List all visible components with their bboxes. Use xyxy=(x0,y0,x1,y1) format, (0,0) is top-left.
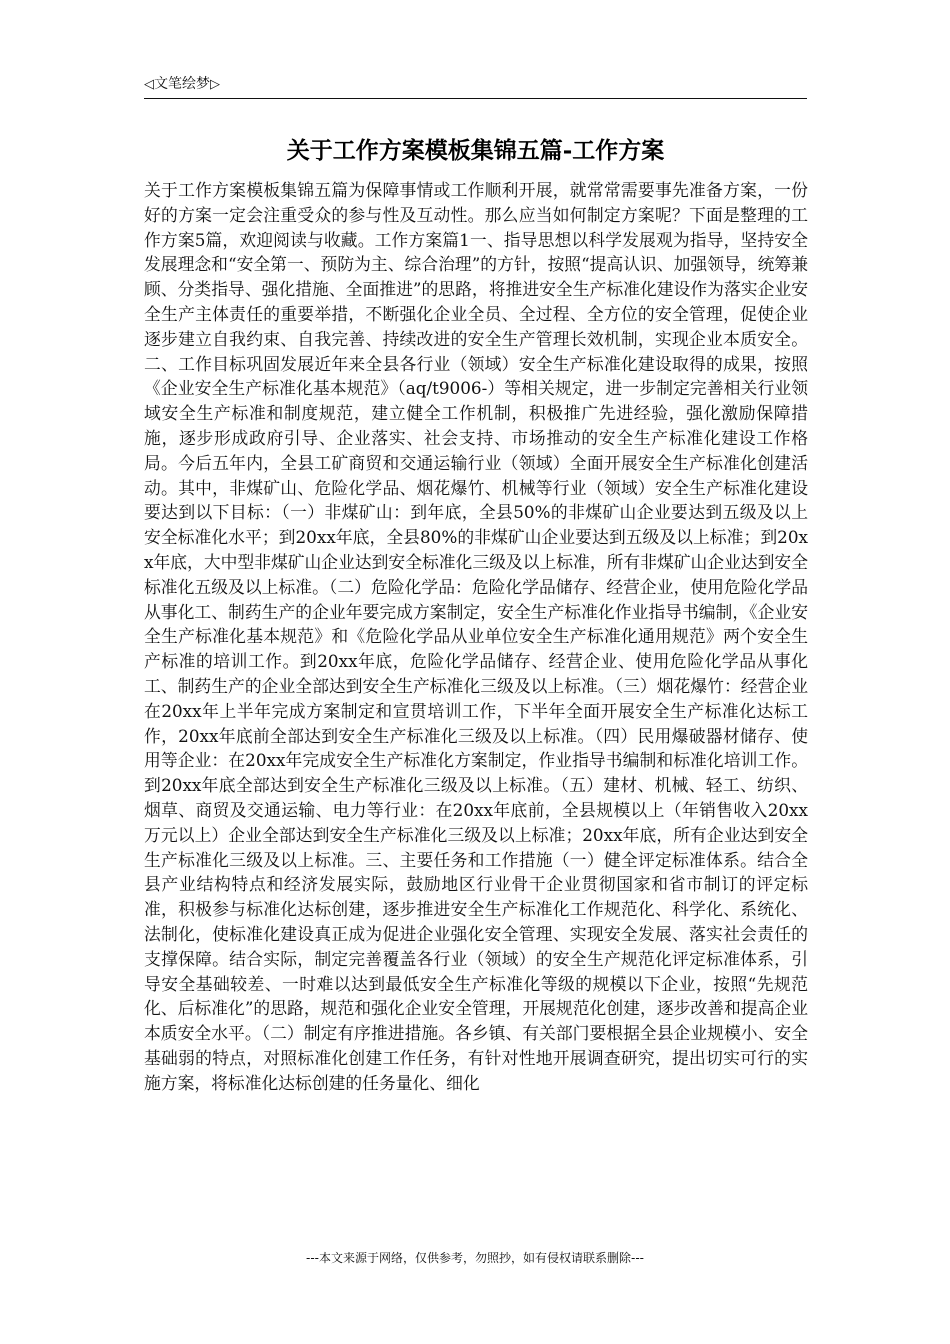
right-triangle-icon: ▷ xyxy=(210,77,220,92)
brand-name: 文笔绘梦 xyxy=(154,76,210,92)
footer-notice: ---本文来源于网络，仅供参考，勿照抄，如有侵权请联系删除--- xyxy=(306,1251,644,1265)
document-body: 关于工作方案模板集锦五篇为保障事情或工作顺利开展，就常常需要事先准备方案，一份好的方案一定会注重受众的参与性及互动性。那么应当如何制定方案呢？下面是整理的工作方案5篇，欢迎阅读与收藏。工作方案篇1一、指导思想以科学发展观为指导，坚持安全发展理念和“安全第一、预防为主、综合治理”的方针，按照“提高认识、加强领导，统筹兼顾、分类指导、强化措施、全面推进”的思路，将推进安全生产标准化建设作为落实企业安全生产主体责任的重要举措，不断强化企业全员、全过程、全方位的安全管理，促使企业逐步建立自我约束、自我完善、持续改进的安全生产管理长效机制，实现企业本质安全。二、工作目标巩固发展近年来全县各行业（领域）安全生产标准化建设取得的成果，按照《企业安全生产标准化基本规范》（aq/t9006-）等相关规定，进一步制定完善相关行业领域安全生产标准和制度规范，建立健全工作机制，积极推广先进经验，强化激励保障措施，逐步形成政府引导、企业落实、社会支持、市场推动的安全生产标准化建设工作格局。今后五年内，全县工矿商贸和交通运输行业（领域）全面开展安全生产标准化创建活动。其中，非煤矿山、危险化学品、烟花爆竹、机械等行业（领域）安全生产标准化建设要达到以下目标：（一）非煤矿山：到年底，全县50%的非煤矿山企业要达到五级及以上安全标准化水平；到20xx年底，全县80%的非煤矿山企业要达到五级及以上标准；到20xx年底，大中型非煤矿山企业达到安全标准化三级及以上标准，所有非煤矿山企业达到安全标准化五级及以上标准。（二）危险化学品：危险化学品储存、经营企业，使用危险化学品从事化工、制药生产的企业年要完成方案制定，安全生产标准化作业指导书编制，《企业安全生产标准化基本规范》和《危险化学品从业单位安全生产标准化通用规范》两个安全生产标准的培训工作。到20xx年底，危险化学品储存、经营企业、使用危险化学品从事化工、制药生产的企业全部达到安全生产标准化三级及以上标准。（三）烟花爆竹：经营企业在20xx年上半年完成方案制定和宣贯培训工作，下半年全面开展安全生产标准化达标工作，20xx年底前全部达到安全生产标准化三级及以上标准。（四）民用爆破器材储存、使用等企业：在20xx年完成安全生产标准化方案制定，作业指导书编制和标准化培训工作。到20xx年底全部达到安全生产标准化三级及以上标准。（五）建材、机械、轻工、纺织、烟草、商贸及交通运输、电力等行业：在20xx年底前，全县规模以上（年销售收入20xx万元以上）企业全部达到安全生产标准化三级及以上标准；20xx年底，所有企业达到安全生产标准化三级及以上标准。三、主要任务和工作措施（一）健全评定标准体系。结合全县产业结构特点和经济发展实际，鼓励地区行业骨干企业贯彻国家和省市制订的评定标准，积极参与标准化达标创建，逐步推进安全生产标准化工作规范化、科学化、系统化、法制化，使标准化建设真正成为促进企业强化安全管理、实现安全发展、落实社会责任的支撑保障。结合实际，制定完善覆盖各行业（领域）的安全生产规范化评定标准体系，引导安全基础较差、一时难以达到最低安全生产标准化等级的规模以下企业，按照“先规范化、后标准化”的思路，规范和强化企业安全管理，开展规范化创建，逐步改善和提高企业本质安全水平。（二）制定有序推进措施。各乡镇、有关部门要根据全县企业规模小、安全基础弱的特点，对照标准化创建工作任务，有针对性地开展调查研究，提出切实可行的实施方案，将标准化达标创建的任务量化、细化 xyxy=(144,180,808,1093)
document-title: 关于工作方案模板集锦五篇-工作方案 xyxy=(286,137,665,164)
brand-header xyxy=(144,74,220,95)
left-triangle-icon: ◁ xyxy=(144,77,154,92)
header-divider xyxy=(144,98,807,99)
